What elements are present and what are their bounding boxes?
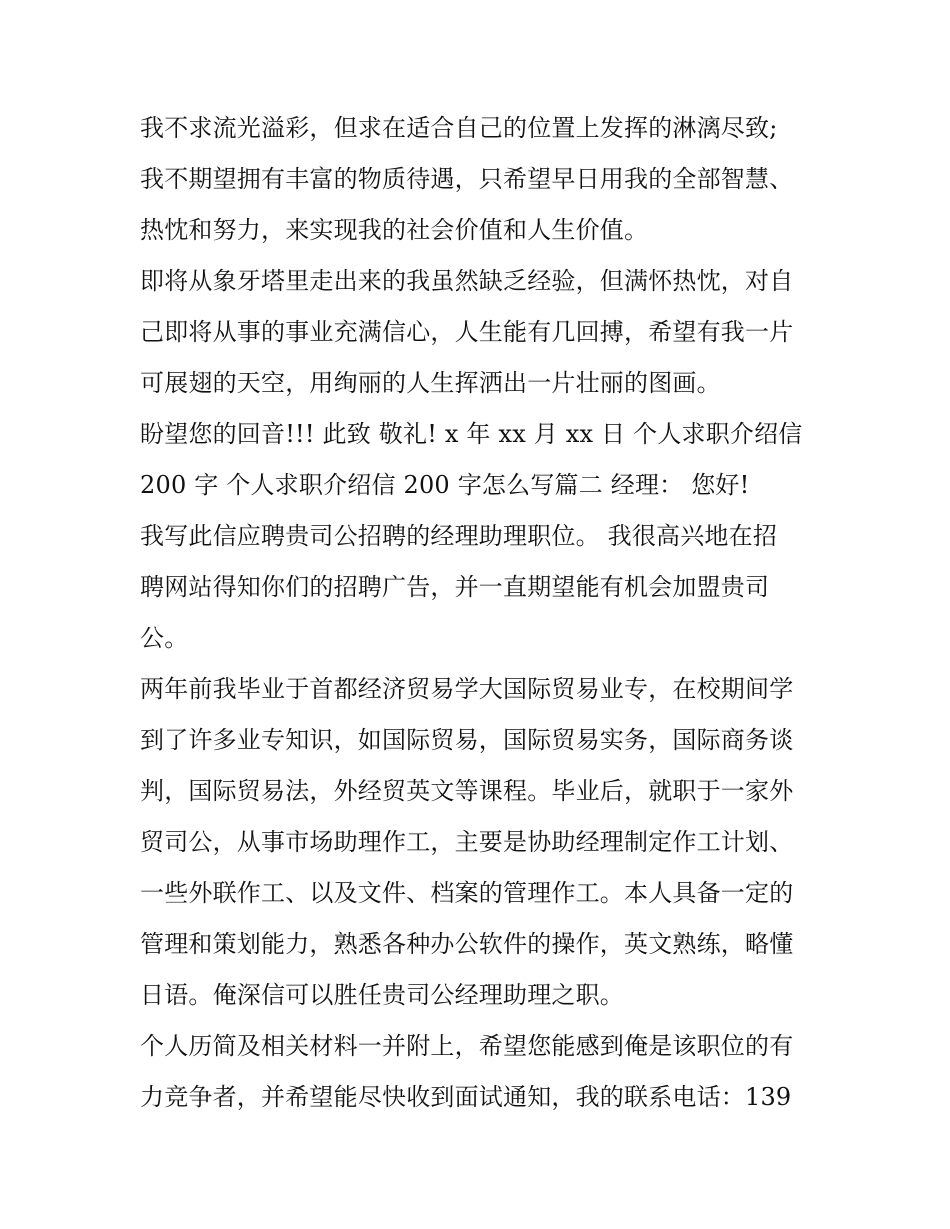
text-line: 个人历简及相关材料一并附上，希望您能感到俺是该职位的有 xyxy=(140,1032,794,1060)
text-line: 我写此信应聘贵司公招聘的经理助理职位。 我很高兴地在招 xyxy=(140,522,778,550)
text-line: 判，国际贸易法，外经贸英文等课程。毕业后，就职于一家外 xyxy=(140,777,794,805)
text-line: 力竞争者，并希望能尽快收到面试通知，我的联系电话：139 xyxy=(140,1083,792,1111)
body-text xyxy=(140,103,830,1123)
text-line: 己即将从事的事业充满信心，人生能有几回搏，希望有我一片 xyxy=(140,318,794,346)
text-line: 我不期望拥有丰富的物质待遇，只希望早日用我的全部智慧、 xyxy=(140,165,794,193)
text-line: 公。 xyxy=(140,624,189,652)
text-line: 两年前我毕业于首都经济贸易学大国际贸易业专，在校期间学 xyxy=(140,675,794,703)
text-line: 盼望您的回音!!! 此致 敬礼! x 年 xx 月 xx 日 个人求职介绍信 xyxy=(140,420,803,448)
text-line: 一些外联作工、以及文件、档案的管理作工。本人具备一定的 xyxy=(140,879,794,907)
text-line: 即将从象牙塔里走出来的我虽然缺乏经验，但满怀热忱，对自 xyxy=(140,267,794,295)
text-line: 到了许多业专知识，如国际贸易，国际贸易实务，国际商务谈 xyxy=(140,726,794,754)
text-line: 热忱和努力，来实现我的社会价值和人生价值。 xyxy=(140,216,649,244)
text-line: 可展翅的天空，用绚丽的人生挥洒出一片壮丽的图画。 xyxy=(140,369,721,397)
text-line: 日语。俺深信可以胜任贵司公经理助理之职。 xyxy=(140,981,624,1009)
text-line: 200 字 个人求职介绍信 200 字怎么写篇二 经理： 您好! xyxy=(140,471,750,499)
text-line: 我不求流光溢彩，但求在适合自己的位置上发挥的淋漓尽致; xyxy=(140,114,778,142)
text-line: 聘网站得知你们的招聘广告，并一直期望能有机会加盟贵司 xyxy=(140,573,770,601)
text-line: 贸司公，从事市场助理作工，主要是协助经理制定作工计划、 xyxy=(140,828,794,856)
text-line: 管理和策划能力，熟悉各种办公软件的操作，英文熟练，略懂 xyxy=(140,930,794,958)
